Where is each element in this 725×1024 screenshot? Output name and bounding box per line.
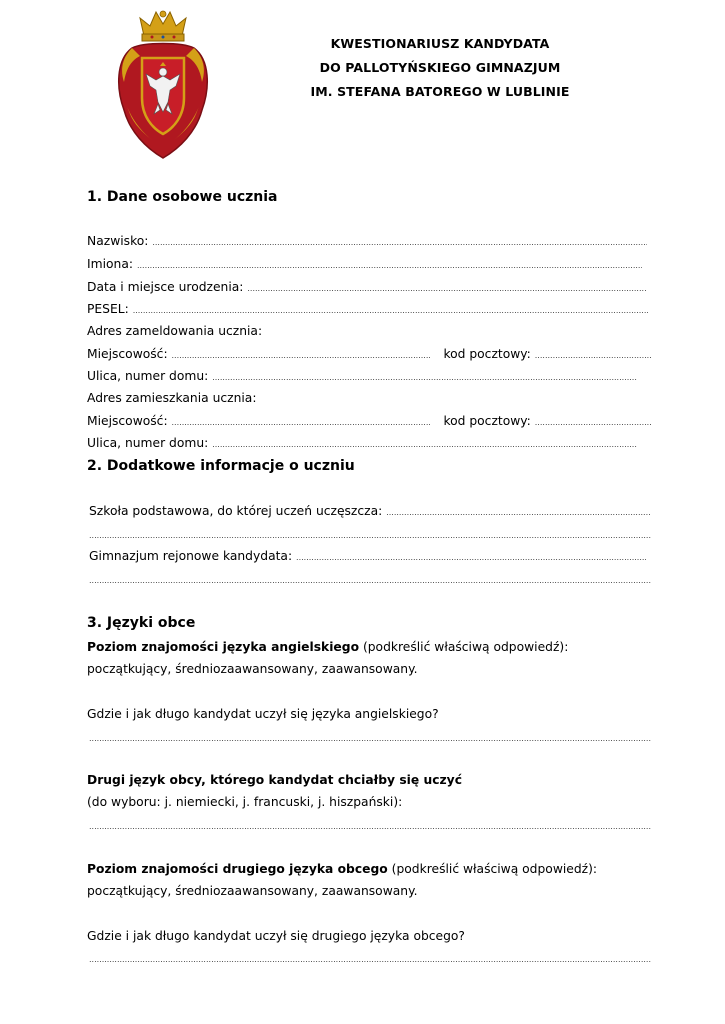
pesel-row [87, 302, 652, 318]
first-names-label: Imiona: [87, 257, 134, 271]
section-3-heading: 3. Języki obce [87, 615, 196, 631]
second-level-label: Poziom znajomości drugiego języka obcego [87, 862, 388, 876]
english-where-field[interactable] [89, 730, 651, 744]
page-title-line-3: IM. STEFANA BATOREGO W LUBLINIE [310, 84, 570, 99]
postal-1-field[interactable] [535, 347, 652, 361]
section-2-heading: 2. Dodatkowe informacje o uczniu [87, 458, 355, 474]
postal-1-label: kod pocztowy: [443, 347, 531, 361]
surname-row [87, 234, 652, 250]
coat-of-arms-icon [112, 8, 214, 160]
surname-label: Nazwisko: [87, 234, 149, 248]
surname-field[interactable] [152, 234, 647, 248]
primary-school-field[interactable] [386, 504, 651, 518]
primary-school-continuation-row [89, 527, 652, 543]
second-language-field[interactable] [89, 818, 651, 832]
primary-school-field-2[interactable] [89, 527, 651, 541]
street-2-label: Ulica, numer domu: [87, 436, 209, 450]
street-1-row [87, 369, 652, 385]
english-where-row [89, 730, 652, 746]
pesel-field[interactable] [133, 302, 648, 316]
second-where-question: Gdzie i jak długo kandydat uczył się drugiego języka obcego? [87, 929, 465, 943]
street-2-field[interactable] [212, 436, 637, 450]
street-1-field[interactable] [212, 369, 637, 383]
second-where-row [89, 951, 652, 967]
birth-field[interactable] [247, 280, 647, 294]
district-school-row [89, 549, 652, 565]
registered-address-label: Adres zameldowania ucznia: [87, 324, 263, 338]
district-school-label: Gimnazjum rejonowe kandydata: [89, 549, 293, 563]
city-2-field[interactable] [172, 414, 430, 428]
page-title-line-2: DO PALLOTYŃSKIEGO GIMNAZJUM [319, 60, 561, 75]
street-2-row [87, 436, 652, 452]
postal-2-label: kod pocztowy: [443, 414, 531, 428]
city-2-label: Miejscowość: [87, 414, 168, 428]
primary-school-label: Szkoła podstawowa, do której uczeń uczęszcza: [89, 504, 383, 518]
page-title-line-1: KWESTIONARIUSZ KANDYDATA [330, 36, 550, 51]
primary-school-row [89, 504, 652, 520]
city-1-row [87, 347, 652, 363]
english-level-label: Poziom znajomości języka angielskiego [87, 640, 360, 654]
second-level-options[interactable]: początkujący, średniozaawansowany, zaawansowany. [87, 884, 418, 898]
english-level-note: (podkreślić właściwą odpowiedź): [362, 640, 569, 654]
second-language-choices: (do wyboru: j. niemiecki, j. francuski, j. hiszpański): [87, 795, 403, 809]
crown-icon [140, 11, 186, 41]
second-language-question: Drugi język obcy, którego kandydat chciałby się uczyć [87, 773, 462, 787]
second-level-note: (podkreślić właściwą odpowiedź): [391, 862, 598, 876]
first-names-field[interactable] [137, 257, 642, 271]
city-2-row [87, 414, 652, 430]
birth-row [87, 280, 652, 296]
city-1-field[interactable] [172, 347, 430, 361]
second-language-row [89, 818, 652, 834]
second-level-question [87, 862, 597, 876]
pesel-label: PESEL: [87, 302, 129, 316]
city-1-label: Miejscowość: [87, 347, 168, 361]
first-names-row [87, 257, 652, 273]
second-where-field[interactable] [89, 951, 651, 965]
english-where-question: Gdzie i jak długo kandydat uczył się języka angielskiego? [87, 707, 439, 721]
postal-2-field[interactable] [535, 414, 652, 428]
english-level-options[interactable]: początkujący, średniozaawansowany, zaawansowany. [87, 662, 418, 676]
district-school-field[interactable] [296, 549, 646, 563]
residence-address-label: Adres zamieszkania ucznia: [87, 391, 257, 405]
street-1-label: Ulica, numer domu: [87, 369, 209, 383]
english-level-question [87, 640, 568, 654]
birth-label: Data i miejsce urodzenia: [87, 280, 244, 294]
section-1-heading: 1. Dane osobowe ucznia [87, 189, 278, 205]
district-school-field-2[interactable] [89, 572, 651, 586]
district-school-continuation-row [89, 572, 652, 588]
